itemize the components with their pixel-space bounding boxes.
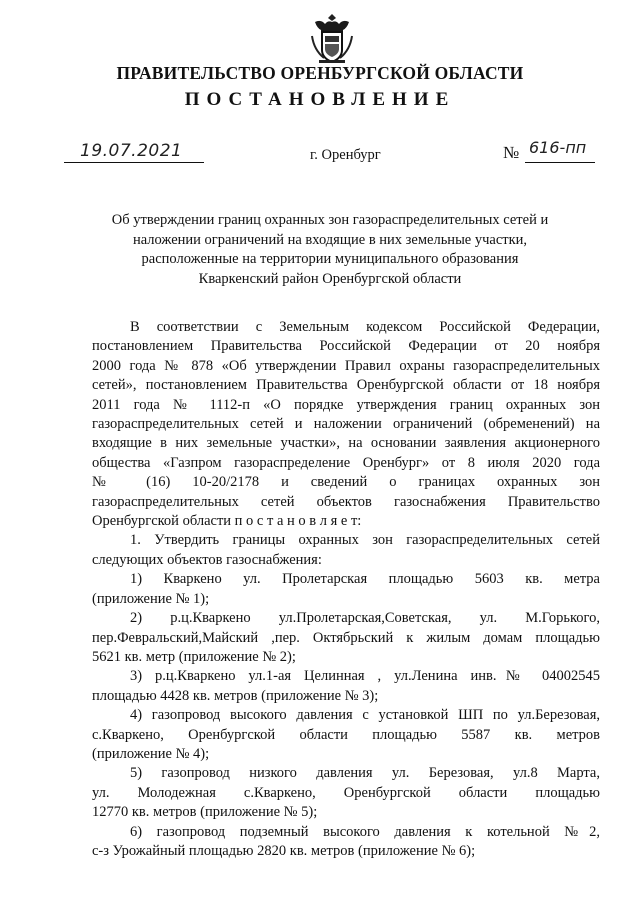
body-line: постановлением Правительства Российской Федерации от 20 ноября <box>92 338 600 355</box>
document-body <box>92 318 600 861</box>
body-line: 1) Кваркено ул. Пролетарская площадью 5603 кв. метра <box>130 571 600 588</box>
subject-line: Об утверждении границ охранных зон газораспределительных сетей и <box>111 212 549 228</box>
body-line: № (16) 10-20/2178 и сведений о границах охранных зон <box>92 474 600 491</box>
body-line: с-з Урожайный площадью 2820 кв. метров (приложение № 6); <box>92 842 476 859</box>
subject-line: наложении ограничений на входящие в них земельные участки, <box>132 231 528 248</box>
body-line: (приложение № 4); <box>92 745 210 762</box>
subject-line: Кваркенский район Оренбургской области <box>198 270 462 287</box>
body-line: 1. Утвердить границы охранных зон газораспределительных сетей <box>130 532 600 549</box>
body-line: газораспределительных сетей и наложении ограничений (обременений) на <box>92 416 600 433</box>
body-line: 5621 кв. метр (приложение № 2); <box>92 648 296 665</box>
body-line: сетей», постановлением Правительства Оренбургской области от 18 ноября <box>92 377 600 394</box>
number-underline <box>525 162 595 163</box>
body-line: с.Кваркено, Оренбургской области площадью 5587 кв. метров <box>92 726 600 743</box>
body-line: входящие в них земельные участки», на основании заявления акционерного <box>92 435 600 452</box>
body-line: пер.Февральский,Майский ,пер. Октябрьский к жилым домам площадью <box>92 629 600 646</box>
body-line: 2) р.ц.Кваркено ул.Пролетарская,Советская, ул. М.Горького, <box>130 610 600 627</box>
body-line: В соответствии с Земельным кодексом Российской Федерации, <box>130 319 600 335</box>
government-title: ПРАВИТЕЛЬСТВО ОРЕНБУРГСКОЙ ОБЛАСТИ <box>116 63 524 83</box>
body-line: 4) газопровод высокого давления с установкой ШП по ул.Березовая, <box>130 707 600 724</box>
body-line: 2011 года № 1112-п «О порядке утверждения границ охранных зон <box>92 396 600 413</box>
date-underline <box>64 162 204 163</box>
body-line: 2000 года № 878 «Об утверждении Правил охраны газораспределительных <box>92 357 600 374</box>
document-number: 616-пп <box>529 138 587 157</box>
body-line: 3) р.ц.Кваркено ул.1-ая Целинная , ул.Ленина инв.№ 04002545 <box>130 668 600 685</box>
body-line: площадью 4428 кв. метров (приложение № 3); <box>92 687 379 704</box>
document-subject <box>80 211 580 289</box>
body-line: газораспределительных сетей объектов газоснабжения Правительство <box>92 493 600 510</box>
document-date: 19.07.2021 <box>80 141 183 161</box>
body-line: общества «Газпром газораспределение Оренбург» от 8 июля 2020 года <box>92 454 600 471</box>
number-label: № <box>503 143 520 162</box>
body-line: 6) газопровод подземный высокого давления к котельной №2, <box>130 823 600 840</box>
body-line: ул. Молодежная с.Кваркено, Оренбургской области площадью <box>92 784 600 801</box>
body-line: (приложение № 1); <box>92 590 210 607</box>
document-type: ПОСТАНОВЛЕНИЕ <box>184 89 456 110</box>
body-line: 12770 кв. метров (приложение № 5); <box>92 804 318 821</box>
body-line: Оренбургской области п о с т а н о в л я е т: <box>92 513 362 530</box>
document-city: г. Оренбург <box>310 147 381 163</box>
body-line: следующих объектов газоснабжения: <box>92 551 322 568</box>
coat-of-arms-icon <box>309 12 355 66</box>
body-line: 5) газопровод низкого давления ул. Березовая, ул.8 Марта, <box>130 765 600 782</box>
subject-line: расположенные на территории муниципального образования <box>141 251 519 267</box>
